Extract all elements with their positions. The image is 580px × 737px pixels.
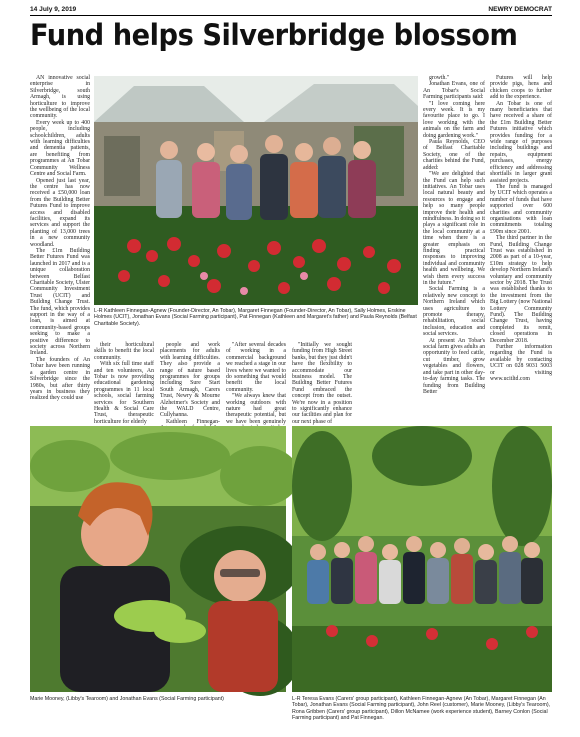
- article-paragraph: The fund is managed by UCIT which operates a number of funds that have supported over 600 charities and community organisations with loan commitments totaling £90m since 2001.: [490, 183, 552, 235]
- article-paragraph: The third partner in the Fund, Building Change Trust was established in 2008 as part of a 10-year, £10m strategy to help develop Northern Ireland's voluntary and community sector by 2018. The Trust was established thanks to the investment from the Big Lottery (now National Lottery Community Fund). The Building Change Trust, having completed its remit, closed operations in December 2018.: [490, 235, 552, 344]
- bottom-left-photo: [30, 426, 286, 692]
- article-paragraph: "We always knew that working outdoors with nature had great therapeutic potential, but we have been genuinely: [226, 393, 286, 425]
- article-paragraph: Paula Reynolds, CEO of Belfast Charitable Society, one of the charities behind the Fund, added:: [423, 139, 485, 171]
- article-paragraph: Kathleen Finnegan-: [166, 418, 220, 425]
- article-paragraph: Every week up to 400 people, including schoolchildren, adults with learning difficulties and dementia patients, are benefiting from programmes at An Tobar Community Wellness Centre and Social Farm.: [30, 119, 90, 178]
- article-paragraph: At present An Tobar's social farm gives adults an opportunity to feed cattle, cut timber, grow vegetables and flowers, and take part in other day-to-day farming tasks. The funding from Building Better: [423, 337, 485, 395]
- article-paragraph: An Tobar is one of many beneficiaries that have received a share of the £1m Building Better Futures initiative which provides funding for a wide range of purposes including buildings and repairs, equipment purchases, energy efficiency and addressing shortfalls in larger grant assisted projects.: [490, 100, 552, 184]
- article-paragraph: "I love coming here every week. It is my favourite place to go. I love working with the animals on the farm and doing gardening work.": [423, 100, 485, 139]
- article-paragraph: AN innovative social enterprise in Silverbridge, south Armagh, is using horticulture to improve the wellbeing of the local community.: [30, 75, 90, 120]
- issue-date: 14 July 9, 2019: [30, 6, 77, 13]
- article-paragraph: people and work placements for adults with learning difficulties. They also provide a range of nature based programmes for groups including Sure Start South Armagh, Carers Trust, Newry & Mourne Alzheimer's Society and the WALD Centre, Cullyhanna.: [160, 342, 220, 419]
- article-column-7: [490, 75, 552, 410]
- newspaper-name: NEWRY DEMOCRAT: [488, 6, 552, 13]
- article-paragraph: Social Farming is a relatively new concept to Northern Ireland which uses agriculture to promote therapy, rehabilitation, social inclusion, education and social services.: [423, 286, 485, 338]
- bottom-left-caption: Marie Mooney, (Libby's Tearoom) and Jonathan Evans (Social Farming participant): [30, 696, 224, 702]
- article-column-3: [160, 342, 220, 425]
- headline: Fund helps Silverbridge blossom: [30, 18, 518, 52]
- article-column-1: [30, 75, 90, 402]
- bottom-right-photo: [292, 426, 552, 692]
- article-paragraph: Opened just last year, the centre has now received a £50,000 loan from the Building Better Futures Fund to improve access and disabled facilities, expand its services and support the planting of 13,000 trees in a new community woodland.: [30, 177, 90, 248]
- article-paragraph: Futures will help provide pigs, hens and chicken coops to further add to the experience.: [490, 75, 552, 101]
- article-paragraph: The £1m Building Better Futures Fund was launched in 2017 and is a unique collaboration between Belfast Charitable Society, Ulster Community Investment Trust (UCIT) and Building Change Trust. The fund, which provides support in the way of a loan, is aimed at community-based groups seeking to make a positive difference to society across Northern Ireland.: [30, 247, 90, 357]
- article-column-6: [423, 75, 485, 410]
- article-paragraph: Jonathan Evans, one of An Tobar's Social Farming participants said:: [423, 81, 485, 101]
- article-paragraph: growth.": [429, 75, 450, 81]
- top-group-photo: [94, 76, 418, 305]
- article-paragraph: "We are delighted that the Fund can help such initiatives. An Tobar uses local natural beauty and resources to engage and help so many people improve their health and mindfulness. In doing so it plays a significant role in the local community at a time when there is a greater emphasis on finding practical responses to improving individual and community health and wellbeing. We wish them every success in the future.": [423, 171, 485, 286]
- article-paragraph: their horticultural skills to benefit the local community.: [94, 342, 154, 361]
- masthead: [30, 6, 552, 15]
- article-paragraph: With six full time staff and ten volunteers, An Tobar is now providing educational gardening programmes in 11 local schools, social farming services for Southern Health & Social Care Trust, therapeutic horticulture for elderly: [94, 361, 154, 425]
- top-photo-caption: L-R Kathleen Finnegan-Agnew (Founder-Director, An Tobar), Margaret Finnegan (Founder-Director, An Tobar), Sally Holmes, Erskine Holmes (UCIT), Jonathan Evans (Social Farming participant), Pat Finnegan (Kathleen and Margaret's father) and Paula Reynolds (Belfast Charitable Society).: [94, 308, 417, 327]
- article-column-5: [292, 342, 352, 425]
- article-column-2: [94, 342, 154, 425]
- bottom-right-caption: L-R Teresa Evans (Carers' group participant), Kathleen Finnegan-Agnew (An Tobar), Margaret Finnegan (An Tobar), Jonathan Evans (Social Farming participant), John Reel (customer), Marie Mooney, (Libby's Tearoom), Rona Gribben (Carers' group participant), Dillon McNamee (work experience student), Barney Conlon (Social Farming participant) and Pat Finnegan.: [292, 696, 551, 722]
- article-column-4: [226, 342, 286, 425]
- article-paragraph: "Initially we sought funding from High Street banks, but they just didn't have the flexibility to accommodate our business model. The Building Better Futures Fund embraced the concept from the outset. We're now in a position to significantly enhance our facilities and plan for our next phase of: [292, 342, 352, 425]
- article-paragraph: The founders of An Tobar have been running a garden centre in Silverbridge since the 1980s, but after thirty years in business they realized they could use: [30, 356, 90, 402]
- article-paragraph: "After several decades of working in a commercial background we reached a stage in our lives where we wanted to do something that would benefit the local community.: [226, 342, 286, 393]
- article-paragraph: Further information regarding the Fund is available by contacting UCIT on 028 9031 5003 or visiting www.ucitltd.com: [490, 344, 552, 383]
